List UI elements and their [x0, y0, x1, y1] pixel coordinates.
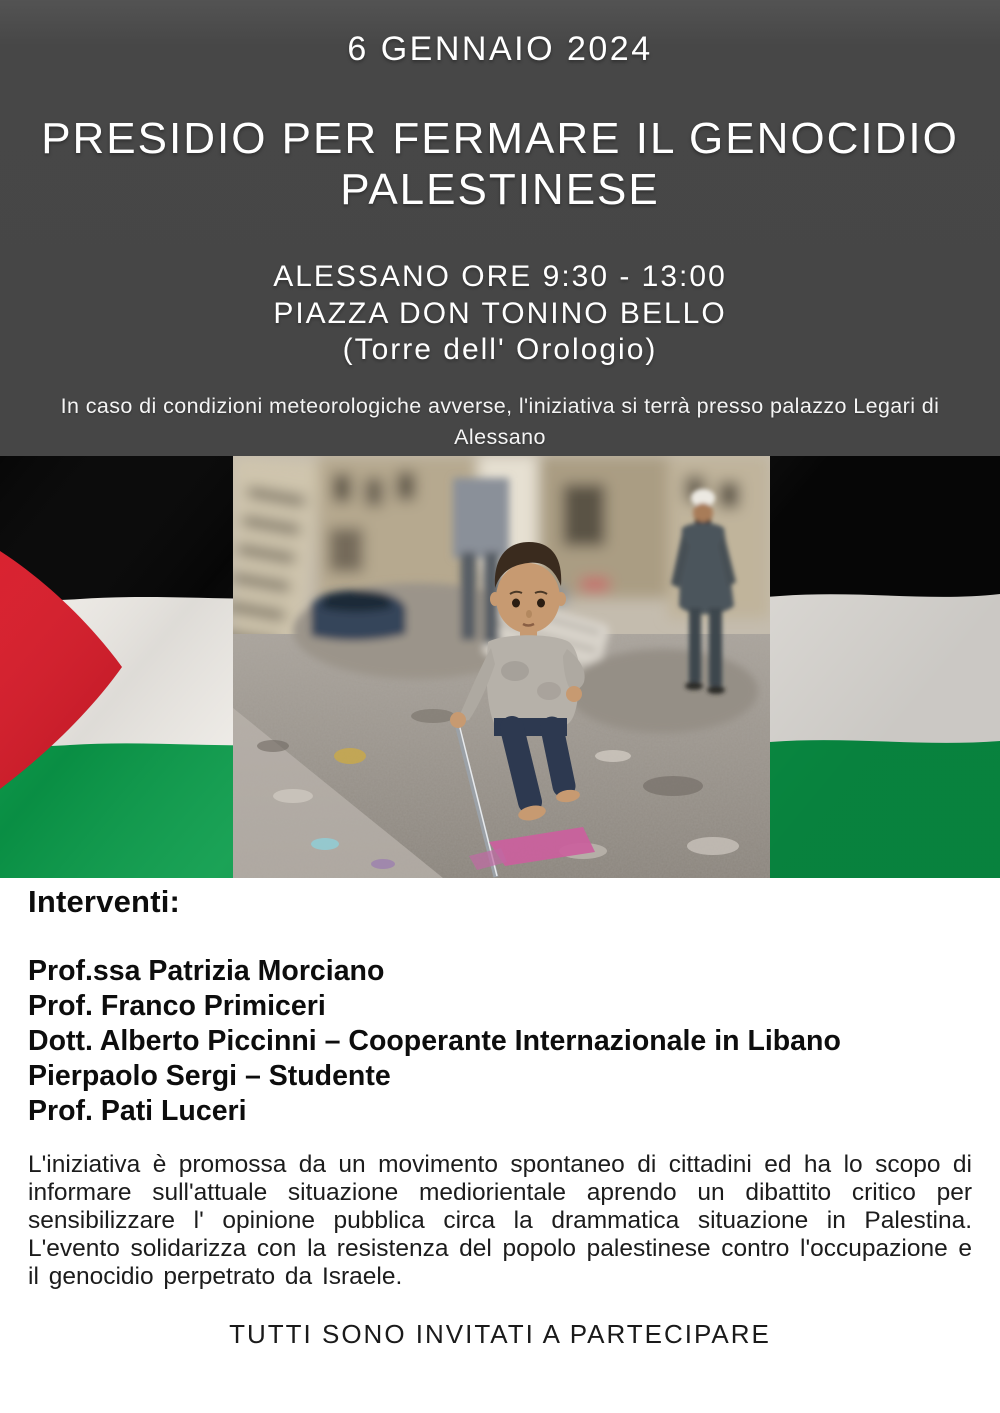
location-detail: (Torre dell' Orologio): [342, 333, 658, 367]
poster-title: PRESIDIO PER FERMARE IL GENOCIDIO PALESTINESE: [41, 114, 959, 215]
participation-invite: TUTTI SONO INVITATI A PARTECIPARE: [229, 1319, 771, 1349]
location-place: PIAZZA DON TONINO BELLO: [273, 296, 727, 330]
event-photo: [233, 456, 770, 878]
speaker-item: Dott. Alberto Piccinni – Cooperante Internazionale in Libano: [28, 1025, 841, 1057]
speaker-item: Prof. Pati Luceri: [28, 1095, 247, 1127]
flag-banner: [0, 456, 1000, 878]
speakers-list: [28, 954, 928, 1129]
location-time: ALESSANO ORE 9:30 - 13:00: [273, 260, 727, 294]
event-description: L'iniziativa è promossa da un movimento spontaneo di cittadini ed ha lo scopo di informare sull'attuale situazione mediorientale aprendo un dibattito critico per sensibilizzare l' opinione pubblica circa la drammatica situazione in Palestina. L'evento solidarizza con la resistenza del popolo palestinese contro l'occupazione e il genocidio perpetrato da Israele.: [28, 1151, 972, 1290]
speakers-heading: Interventi:: [28, 884, 181, 919]
event-date: 6 GENNAIO 2024: [347, 30, 653, 68]
body-section: [0, 878, 1000, 1413]
speaker-item: Prof.ssa Patrizia Morciano: [28, 955, 385, 987]
weather-notice: In caso di condizioni meteorologiche avverse, l'iniziativa si terrà presso palazzo Legari di Alessano: [60, 393, 940, 450]
header-section: [0, 0, 1000, 456]
event-location: [0, 259, 1000, 369]
speaker-item: Prof. Franco Primiceri: [28, 990, 326, 1022]
speaker-item: Pierpaolo Sergi – Studente: [28, 1060, 391, 1092]
